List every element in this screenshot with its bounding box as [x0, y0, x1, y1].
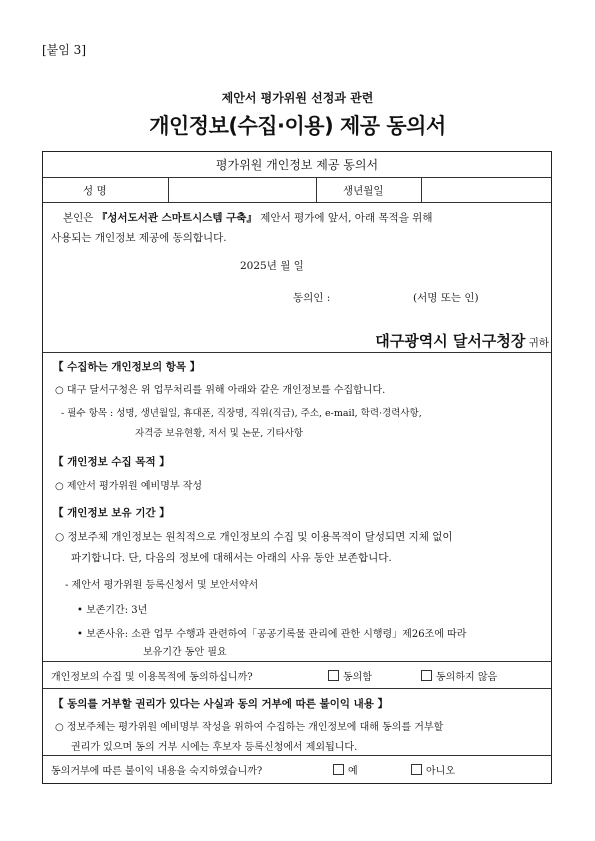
birth-label: 생년월일: [343, 185, 384, 197]
consent-form: [42, 151, 552, 784]
subtitle: 제안서 평가위원 선정과 관련: [221, 91, 374, 105]
acknowledge-question: 동의거부에 따른 불이익 내용을 숙지하였습니까?: [51, 766, 263, 777]
items-line: ○ 대구 달서구청은 위 업무처리를 위해 아래와 같은 개인정보를 수집합니다.: [55, 385, 386, 396]
consent-statement: 본인은 『성서도서관 스마트시스템 구축』 제안서 평가에 앞서, 아래 목적을 위해: [63, 212, 433, 224]
name-label: 성 명: [83, 185, 107, 197]
date-line: 2025년 월 일: [240, 260, 304, 272]
refusal-section-title: 【 동의를 거부할 권리가 있다는 사실과 동의 거부에 따른 불이익 내용 】: [53, 698, 389, 710]
disagree-checkbox[interactable]: [421, 670, 432, 681]
consent-question: 개인정보의 수집 및 이용목적에 동의하십니까?: [51, 672, 253, 683]
retention-reason-cont: 보유기간 동안 필요: [143, 647, 227, 658]
refusal-line: ○ 정보주체는 평가위원 예비명부 작성을 위하여 수집하는 개인정보에 대해 동의를 거부할: [55, 722, 444, 733]
agree-checkbox[interactable]: [328, 670, 339, 681]
retention-line: - 제안서 평가위원 등록신청서 및 보안서약서: [65, 580, 259, 591]
yes-checkbox[interactable]: [333, 764, 344, 775]
items-required-cont: 자격증 보유현황, 저서 및 논문, 기타사항: [135, 428, 303, 439]
yes-option[interactable]: 예: [333, 762, 358, 777]
attachment-label: [붙임 3]: [42, 43, 86, 57]
project-name: 『성서도서관 스마트시스템 구축』: [96, 212, 257, 224]
no-option[interactable]: 아니오: [411, 762, 455, 777]
items-section-title: 【 수집하는 개인정보의 항목 】: [53, 361, 201, 373]
items-required: - 필수 항목 : 성명, 생년월일, 휴대폰, 직장명, 직위(직급), 주소, e-mail, 학력·경력사항,: [61, 408, 422, 419]
signer-label: 동의인 :: [293, 292, 331, 304]
retention-section-title: 【 개인정보 보유 기간 】: [53, 507, 170, 519]
consent-statement-line2: 사용되는 개인정보 제공에 동의합니다.: [51, 232, 227, 244]
retention-line: ○ 정보주체 개인정보는 원칙적으로 개인정보의 수집 및 이용목적이 달성되면 지체 없이: [55, 531, 453, 543]
no-checkbox[interactable]: [411, 764, 422, 775]
name-field[interactable]: [170, 179, 315, 200]
retention-line: 파기합니다. 단, 다음의 정보에 대해서는 아래의 사유 동안 보존합니다.: [71, 552, 392, 564]
page-title: 개인정보(수집·이용) 제공 동의서: [149, 114, 446, 138]
retention-period: • 보존기간: 3년: [77, 605, 148, 616]
form-header: 평가위원 개인정보 제공 동의서: [215, 158, 379, 172]
purpose-line: ○ 제안서 평가위원 예비명부 작성: [55, 481, 203, 492]
birth-field[interactable]: [423, 179, 548, 200]
purpose-section-title: 【 개인정보 수집 목적 】: [53, 456, 170, 468]
refusal-line: 권리가 있으며 동의 거부 시에는 후보자 등록신청에서 제외됩니다.: [71, 742, 358, 753]
agree-option[interactable]: 동의함: [328, 668, 372, 683]
disagree-option[interactable]: 동의하지 않음: [421, 668, 497, 683]
addressee: 대구광역시 달서구청장 귀하: [375, 332, 549, 350]
signature-hint: (서명 또는 인): [413, 292, 479, 304]
retention-reason: • 보존사유: 소관 업무 수행과 관련하여「공공기록물 관리에 관한 시행령」제26조에 따라: [77, 629, 467, 640]
